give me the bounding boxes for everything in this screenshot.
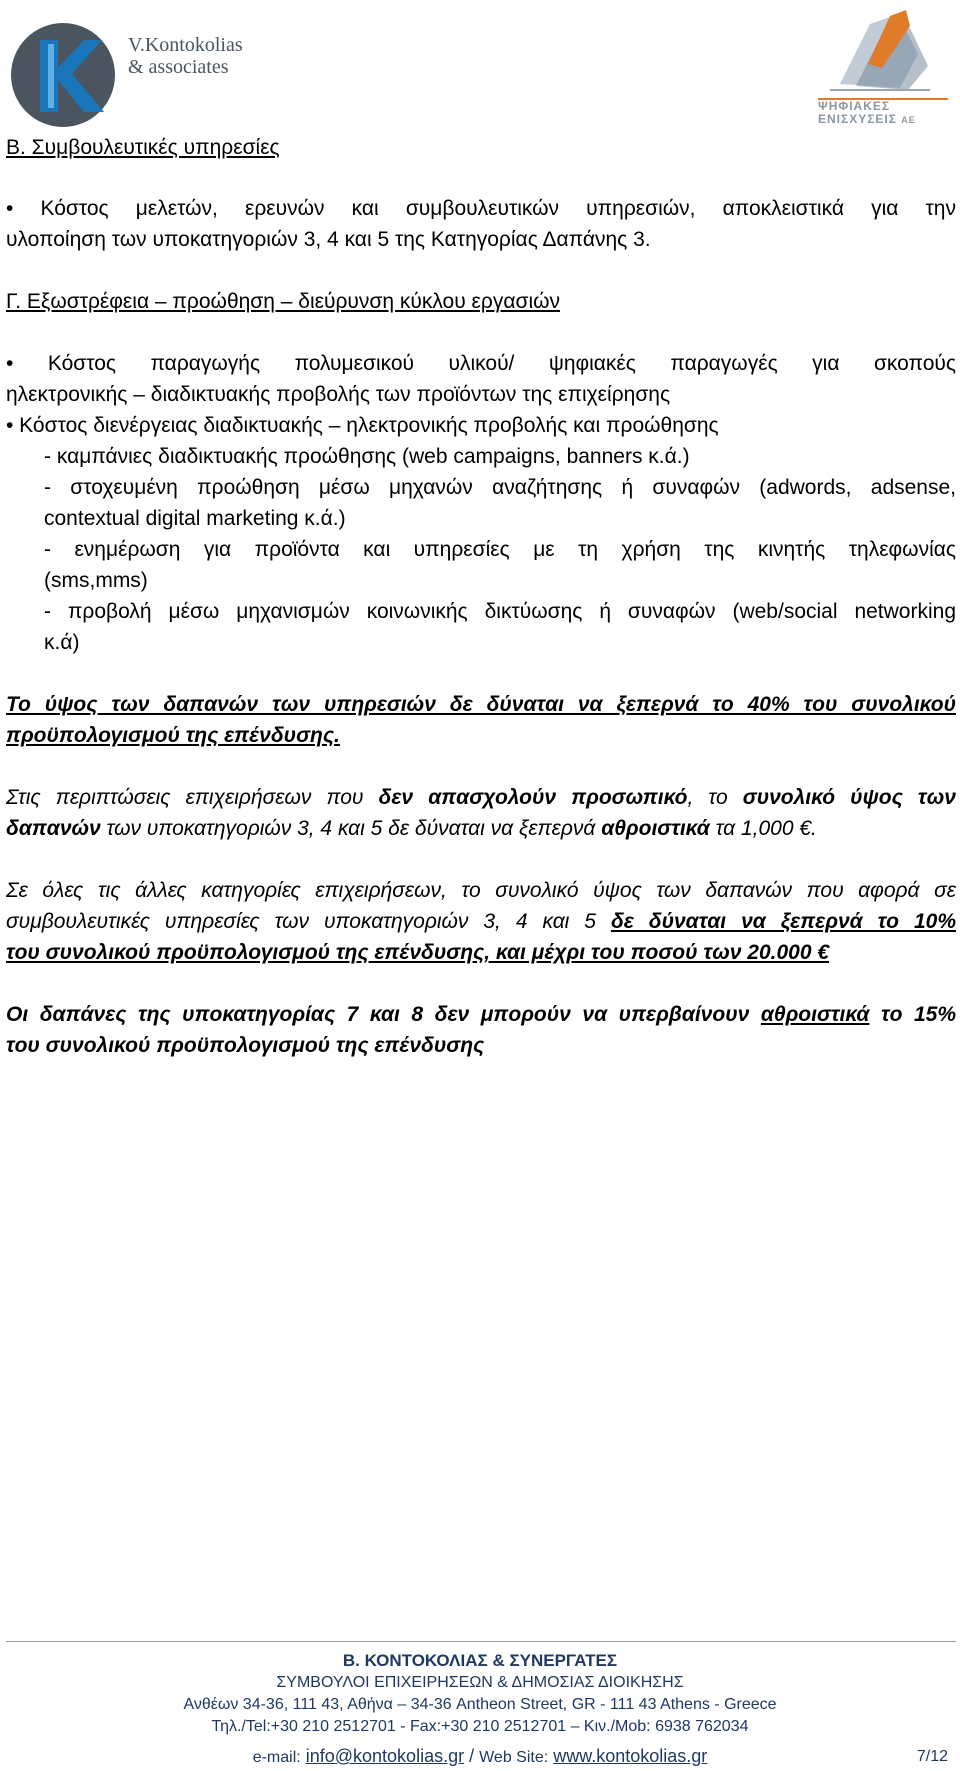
program-logo-suffix: ΑΕ <box>901 115 916 125</box>
note2-part4: συνολικό ύψος των <box>742 786 956 809</box>
company-logo-line2: & associates <box>128 56 229 78</box>
section-c-bullet1-line1: • Κόστος παραγωγής πολυμεσικού υλικού/ ψηφιακές παραγωγές για σκοπούς <box>6 352 956 375</box>
note1-line2: προϋπολογισμού της επένδυσης. <box>6 724 340 747</box>
note3-line2 <box>6 906 956 937</box>
note2-part5: δαπανών <box>6 817 101 840</box>
note2-line1 <box>6 782 956 813</box>
note4-part3: το 15% <box>869 1003 956 1026</box>
section-c-sub3-line2: (sms,mms) <box>44 569 148 592</box>
footer-phones: Τηλ./Tel:+30 210 2512701 - Fax:+30 210 2512701 – Κιν./Mob: 6938 762034 <box>211 1718 749 1735</box>
note3-line3: του συνολικού προϋπολογισμού της επένδυσης, και μέχρι του ποσού των 20.000 € <box>6 941 830 964</box>
note3-line2a: συμβουλευτικές υπηρεσίες των υποκατηγοριών 3, 4 και 5 <box>6 910 611 933</box>
section-c-sub2-line1: - στοχευμένη προώθηση μέσω μηχανών αναζήτησης ή συναφών (adwords, adsense, <box>44 476 956 499</box>
note4-part1: Οι δαπάνες της υποκατηγορίας 7 και 8 δεν μπορούν να υπερβαίνουν <box>6 1003 761 1026</box>
footer-email-link[interactable]: info@kontokolias.gr <box>305 1746 465 1766</box>
section-c-sub4-line2: κ.ά) <box>44 631 80 654</box>
company-logo-line1: V.Kontokolias <box>128 34 243 56</box>
note1-line1: Το ύψος των δαπανών των υπηρεσιών δε δύναται να ξεπερνά το 40% του συνολικού <box>6 693 956 716</box>
section-c-sub1: - καμπάνιες διαδικτυακής προώθησης (web campaigns, banners κ.ά.) <box>44 445 690 468</box>
note3-line2b: δε δύναται να ξεπερνά το 10% <box>610 910 956 933</box>
note2-part8: τα 1,000 €. <box>709 817 817 840</box>
footer-rule <box>6 1641 956 1642</box>
note3-line1: Σε όλες τις άλλες κατηγορίες επιχειρήσεων, το συνολικό ύψος των δαπανών που αφορά σε <box>6 879 956 902</box>
company-logo <box>8 20 243 130</box>
note2-part3: , το <box>687 786 743 809</box>
section-c-sub4-line1: - προβολή μέσω μηχανισμών κοινωνικής δικτύωσης ή συναφών (web/social networking <box>44 600 956 623</box>
footer-address: Ανθέων 34-36, 111 43, Αθήνα – 34-36 Antheon Street, GR - 111 43 Athens - Greece <box>183 1696 777 1713</box>
section-b-bullet-line2: υλοποίηση των υποκατηγοριών 3, 4 και 5 της Κατηγορίας Δαπάνης 3. <box>6 228 651 251</box>
note2-part2: δεν απασχολούν προσωπικό <box>378 786 688 809</box>
note2-line2 <box>6 813 956 844</box>
note4-line1 <box>6 999 956 1030</box>
footer-web-link[interactable]: www.kontokolias.gr <box>553 1746 708 1766</box>
program-logo-emblem <box>810 4 950 94</box>
footer-web-label: Web Site: <box>479 1749 549 1766</box>
section-c-sub2-line2: contextual digital marketing κ.ά.) <box>44 507 346 530</box>
section-b-heading: Β. Συμβουλευτικές υπηρεσίες <box>6 136 280 159</box>
note2-part1: Στις περιπτώσεις επιχειρήσεων που <box>6 786 379 809</box>
footer-separator: / <box>464 1746 480 1766</box>
note4-line2: του συνολικού προϋπολογισμού της επένδυσης <box>6 1034 485 1057</box>
footer-contact <box>0 1746 960 1768</box>
section-c-sub3-line1: - ενημέρωση για προϊόντα και υπηρεσίες με τη χρήση της κινητής τηλεφωνίας <box>44 538 956 561</box>
footer-email-label: e-mail: <box>252 1749 301 1766</box>
note4-part2: αθροιστικά <box>760 1003 870 1026</box>
note2-part7: αθροιστικά <box>601 817 710 840</box>
section-c-heading: Γ. Εξωστρέφεια – προώθηση – διεύρυνση κύκλου εργασιών <box>6 290 561 313</box>
footer-company: Β. ΚΟΝΤΟΚΟΛΙΑΣ & ΣΥΝΕΡΓΑΤΕΣ <box>342 1651 618 1670</box>
section-b-bullet-line1: • Κόστος μελετών, ερευνών και συμβουλευτικών υπηρεσιών, αποκλειστικά για την <box>6 197 956 220</box>
footer-subtitle: ΣΥΜΒΟΥΛΟΙ ΕΠΙΧΕΙΡΗΣΕΩΝ & ΔΗΜΟΣΙΑΣ ΔΙΟΙΚΗΣΗΣ <box>276 1674 684 1691</box>
program-logo-text: ΨΗΦΙΑΚΕΣ ΕΝΙΣΧΥΣΕΙΣ <box>818 99 897 126</box>
note2-part6: των υποκατηγοριών 3, 4 και 5 δε δύναται να ξεπερνά <box>100 817 602 840</box>
section-c-bullet2: • Κόστος διενέργειας διαδικτυακής – ηλεκτρονικής προβολής και προώθησης <box>6 414 719 437</box>
page-number: 7/12 <box>916 1748 948 1765</box>
section-c-bullet1-line2: ηλεκτρονικής – διαδικτυακής προβολής των προϊόντων της επιχείρησης <box>6 383 671 406</box>
program-logo <box>810 4 950 128</box>
